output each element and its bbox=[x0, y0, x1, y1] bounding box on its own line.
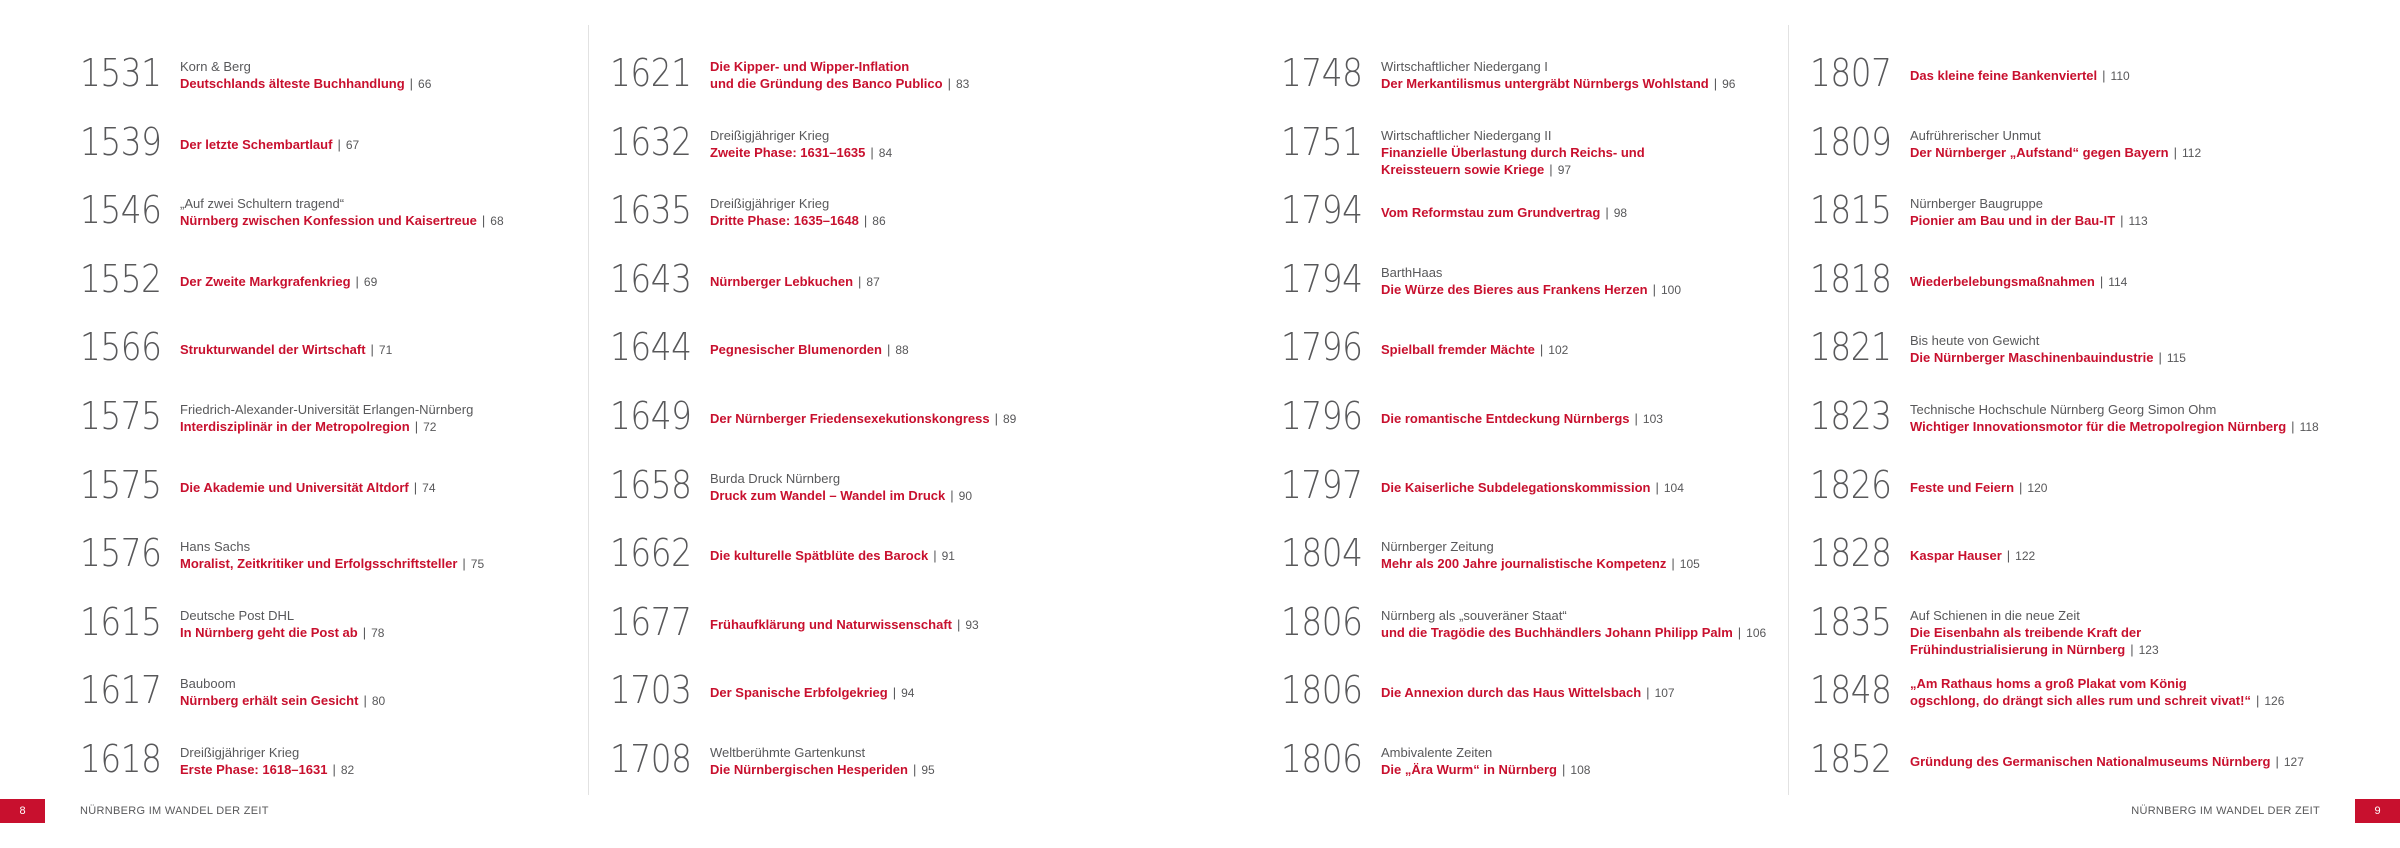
entry-title: Pegnesischer Blumenorden bbox=[710, 342, 882, 358]
entry-year: 1826 bbox=[1810, 462, 1892, 507]
entry-label: Aufrührerischer Unmut bbox=[1910, 127, 2041, 143]
page-separator: | bbox=[462, 556, 466, 572]
page-separator: | bbox=[912, 761, 917, 777]
page-separator: | bbox=[2019, 479, 2023, 495]
entry-title-line bbox=[1910, 67, 2340, 85]
page-separator: | bbox=[370, 342, 374, 358]
page-separator: | bbox=[1562, 761, 1566, 777]
entry-year: 1797 bbox=[1281, 462, 1363, 507]
entry-text bbox=[180, 744, 610, 779]
entry-page-number: 127 bbox=[2283, 754, 2304, 769]
entry-year: 1658 bbox=[610, 462, 692, 507]
right-running-footer: NÜRNBERG IM WANDEL DER ZEIT bbox=[2131, 805, 2320, 817]
entry-text bbox=[1381, 58, 1811, 93]
entry-title: Finanzielle Überlastung durch Reichs- und bbox=[1381, 144, 1645, 160]
entry-page-number: 86 bbox=[872, 214, 886, 229]
entry-year: 1643 bbox=[610, 256, 692, 301]
entry-text bbox=[1381, 410, 1811, 428]
entry-year: 1566 bbox=[80, 325, 162, 370]
entry-title: In Nürnberg geht die Post ab bbox=[180, 624, 358, 640]
entry-title: Zweite Phase: 1631–1635 bbox=[710, 144, 866, 160]
entry-title: Der letzte Schembartlauf bbox=[180, 136, 333, 152]
entry-title: Wiederbelebungsmaßnahmen bbox=[1910, 273, 2095, 289]
entry-title-line bbox=[1381, 479, 1811, 497]
column-divider bbox=[1788, 25, 1789, 795]
entry-page-number: 108 bbox=[1570, 762, 1591, 777]
entry-title-line bbox=[1910, 692, 2340, 710]
left-page-number: 8 bbox=[0, 799, 45, 823]
entry-text bbox=[1381, 204, 1811, 222]
entry-year: 1632 bbox=[610, 119, 692, 164]
page-separator: | bbox=[2173, 144, 2177, 160]
entry-title-line bbox=[710, 547, 1140, 565]
entry-title: Die Akademie und Universität Altdorf bbox=[180, 479, 409, 495]
entry-text bbox=[710, 684, 1140, 702]
entry-year: 1615 bbox=[80, 599, 162, 644]
entry-title: Die Kaiserliche Subdelegationskommission bbox=[1381, 479, 1651, 495]
entry-text bbox=[710, 195, 1140, 230]
entry-year: 1703 bbox=[610, 668, 692, 713]
entry-page-number: 126 bbox=[2264, 694, 2285, 709]
entry-title-line bbox=[1910, 479, 2340, 497]
entry-label: Wirtschaftlicher Niedergang I bbox=[1381, 59, 1548, 74]
entry-title: Der Merkantilismus untergräbt Nürnbergs Wohlstand bbox=[1381, 76, 1709, 91]
entry-title: Der Nürnberger Friedensexekutionskongress bbox=[710, 410, 990, 426]
page-separator: | bbox=[1652, 281, 1656, 297]
entry-label: Ambivalente Zeiten bbox=[1381, 744, 1493, 760]
entry-text bbox=[180, 273, 610, 291]
entry-year: 1848 bbox=[1810, 668, 1892, 713]
entry-page-number: 100 bbox=[1661, 282, 1682, 297]
page-separator: | bbox=[933, 548, 937, 564]
entry-label: Nürnberg als „souveräner Staat“ bbox=[1381, 607, 1567, 623]
entry-page-number: 90 bbox=[958, 488, 973, 503]
entry-text bbox=[180, 58, 610, 93]
entry-page-number: 88 bbox=[895, 343, 909, 358]
entry-page-number: 94 bbox=[901, 686, 915, 701]
entry-page-number: 80 bbox=[371, 694, 386, 709]
entry-page-number: 75 bbox=[470, 557, 485, 572]
entry-text bbox=[710, 547, 1140, 565]
entry-title: Kaspar Hauser bbox=[1910, 548, 2002, 564]
page-separator: | bbox=[1713, 76, 1718, 91]
entry-year: 1649 bbox=[610, 393, 692, 438]
entry-title: Die romantische Entdeckung Nürnbergs bbox=[1381, 410, 1630, 426]
entry-title-line bbox=[180, 136, 610, 154]
entry-title-line bbox=[180, 341, 610, 359]
entry-title: Die Kipper- und Wipper-Inflation bbox=[710, 59, 910, 74]
entry-text bbox=[1381, 684, 1811, 702]
entry-title-line bbox=[1381, 624, 1811, 642]
page-separator: | bbox=[2102, 68, 2106, 83]
entry-label: BarthHaas bbox=[1381, 264, 1443, 280]
entry-label: Burda Druck Nürnberg bbox=[710, 470, 841, 486]
entry-page-number: 115 bbox=[2166, 351, 2186, 366]
page-separator: | bbox=[1605, 205, 1609, 221]
entry-title-line bbox=[180, 761, 610, 779]
page-separator: | bbox=[950, 487, 954, 503]
entry-text bbox=[710, 744, 1140, 779]
entry-year: 1751 bbox=[1281, 119, 1363, 164]
page-separator: | bbox=[1655, 479, 1659, 495]
entry-title-line bbox=[1381, 410, 1811, 428]
entry-text bbox=[710, 127, 1140, 162]
entry-text bbox=[710, 616, 1140, 634]
entry-label: Korn & Berg bbox=[180, 59, 251, 74]
entry-page-number: 96 bbox=[1722, 77, 1736, 91]
entry-page-number: 105 bbox=[1679, 557, 1700, 572]
entry-text bbox=[1381, 264, 1811, 299]
entry-label: Dreißigjähriger Krieg bbox=[710, 127, 830, 143]
entry-title: Pionier am Bau und in der Bau-IT bbox=[1910, 213, 2116, 229]
entry-page-number: 107 bbox=[1654, 686, 1675, 701]
entry-year: 1796 bbox=[1281, 325, 1363, 370]
entry-title-line bbox=[710, 273, 1140, 291]
entry-title-line bbox=[180, 273, 610, 291]
entry-title-line bbox=[1910, 212, 2340, 230]
entry-title-line bbox=[1910, 547, 2340, 565]
left-running-footer: NÜRNBERG IM WANDEL DER ZEIT bbox=[80, 805, 269, 817]
entry-page-number: 83 bbox=[955, 77, 970, 91]
entry-text bbox=[180, 401, 610, 436]
page-separator: | bbox=[1539, 342, 1544, 358]
entry-text bbox=[1910, 753, 2340, 771]
entry-year: 1809 bbox=[1810, 119, 1892, 164]
entry-year: 1806 bbox=[1281, 668, 1363, 713]
entry-title-line bbox=[180, 418, 610, 436]
page-separator: | bbox=[2099, 273, 2104, 289]
entry-title: Der Nürnberger „Aufstand“ gegen Bayern bbox=[1910, 144, 2169, 160]
entry-page-number: 110 bbox=[2110, 69, 2130, 83]
entry-title-line bbox=[710, 684, 1140, 702]
entry-year: 1807 bbox=[1810, 51, 1892, 95]
entry-year: 1576 bbox=[80, 531, 162, 576]
entry-title: Gründung des Germanischen Nationalmuseums Nürnberg bbox=[1910, 753, 2271, 769]
entry-page-number: 89 bbox=[1002, 411, 1017, 426]
entry-page-number: 97 bbox=[1557, 162, 1572, 177]
entry-title: Vom Reformstau zum Grundvertrag bbox=[1381, 205, 1601, 221]
entry-year: 1531 bbox=[80, 51, 162, 95]
entry-title-line bbox=[1910, 273, 2340, 291]
entry-title: Dritte Phase: 1635–1648 bbox=[710, 213, 859, 229]
entry-text bbox=[1381, 341, 1811, 359]
entry-title-line bbox=[180, 624, 610, 642]
entry-title-line bbox=[1381, 161, 1811, 179]
entry-title: Strukturwandel der Wirtschaft bbox=[180, 342, 366, 358]
entry-label: Bis heute von Gewicht bbox=[1910, 333, 2040, 349]
entry-text bbox=[180, 607, 610, 642]
entry-title: Erste Phase: 1618–1631 bbox=[180, 761, 328, 777]
entry-title-line bbox=[1381, 75, 1811, 93]
entry-title: Die Eisenbahn als treibende Kraft der bbox=[1910, 624, 2142, 640]
entry-label: Hans Sachs bbox=[180, 539, 251, 555]
entry-year: 1806 bbox=[1281, 736, 1363, 781]
entry-title: und die Tragödie des Buchhändlers Johann Philipp Palm bbox=[1381, 624, 1733, 640]
entry-text bbox=[180, 341, 610, 359]
entry-title: Nürnberg erhält sein Gesicht bbox=[180, 693, 359, 709]
entry-text bbox=[710, 410, 1140, 428]
entry-page-number: 98 bbox=[1613, 206, 1628, 221]
entry-page-number: 68 bbox=[490, 214, 504, 229]
entry-title-line bbox=[710, 144, 1140, 162]
entry-label: Weltberühmte Gartenkunst bbox=[710, 744, 866, 760]
entry-title: Druck zum Wandel – Wandel im Druck bbox=[710, 487, 946, 503]
entry-title: Wichtiger Innovationsmotor für die Metropolregion Nürnberg bbox=[1910, 418, 2287, 434]
entry-page-number: 93 bbox=[965, 617, 979, 632]
entry-title-line bbox=[1910, 418, 2340, 436]
entry-title-continued: und die Gründung des Banco Publico bbox=[710, 76, 943, 91]
entry-title-line bbox=[180, 555, 610, 573]
entry-year: 1644 bbox=[610, 325, 692, 370]
entry-year: 1708 bbox=[610, 736, 692, 781]
entry-year: 1575 bbox=[80, 393, 162, 438]
entry-title-line bbox=[1381, 761, 1811, 779]
page-separator: | bbox=[413, 479, 418, 495]
entry-page-number: 72 bbox=[423, 419, 437, 434]
page-separator: | bbox=[947, 76, 951, 91]
entry-text bbox=[1910, 67, 2340, 85]
entry-text bbox=[1381, 538, 1811, 573]
entry-text bbox=[1910, 479, 2340, 497]
page-separator: | bbox=[858, 273, 862, 289]
entry-text bbox=[180, 538, 610, 573]
page-separator: | bbox=[2255, 693, 2260, 709]
entry-title-line bbox=[180, 212, 610, 230]
entry-year: 1635 bbox=[610, 188, 692, 233]
entry-label: Bauboom bbox=[180, 676, 236, 692]
entry-title-line bbox=[1910, 753, 2340, 771]
entry-page-number: 120 bbox=[2027, 480, 2048, 495]
entry-year: 1546 bbox=[80, 188, 162, 233]
right-page-number: 9 bbox=[2355, 799, 2400, 823]
entry-year: 1748 bbox=[1281, 51, 1363, 95]
column-divider bbox=[588, 25, 589, 795]
page-separator: | bbox=[2291, 418, 2295, 434]
entry-title: Feste und Feiern bbox=[1910, 479, 2015, 495]
entry-page-number: 84 bbox=[878, 145, 893, 160]
page-separator: | bbox=[2130, 641, 2134, 657]
entry-page-number: 71 bbox=[378, 343, 393, 358]
entry-text bbox=[1381, 607, 1811, 642]
entry-title-continued: Frühindustrialisierung in Nürnberg bbox=[1910, 641, 2126, 657]
entry-text bbox=[1910, 273, 2340, 291]
entry-page-number: 113 bbox=[2128, 214, 2148, 229]
page-separator: | bbox=[363, 693, 367, 709]
page-separator: | bbox=[481, 213, 486, 229]
page-separator: | bbox=[994, 410, 998, 426]
entry-text bbox=[180, 195, 610, 230]
entry-page-number: 69 bbox=[363, 274, 378, 289]
entry-page-number: 87 bbox=[866, 274, 880, 289]
entry-text bbox=[1910, 127, 2340, 162]
entry-year: 1794 bbox=[1281, 256, 1363, 301]
entry-title: Frühaufklärung und Naturwissenschaft bbox=[710, 616, 952, 632]
entry-year: 1662 bbox=[610, 531, 692, 576]
entry-title-line bbox=[1910, 349, 2340, 367]
entry-year: 1804 bbox=[1281, 531, 1363, 576]
entry-title-line bbox=[180, 479, 610, 497]
entry-title: Der Spanische Erbfolgekrieg bbox=[710, 685, 888, 701]
entry-page-number: 104 bbox=[1663, 480, 1684, 495]
entry-text bbox=[1910, 332, 2340, 367]
entry-year: 1835 bbox=[1810, 599, 1892, 644]
entry-text bbox=[1381, 479, 1811, 497]
entry-title-line bbox=[710, 616, 1140, 634]
entry-title-line bbox=[180, 692, 610, 710]
entry-year: 1621 bbox=[610, 51, 692, 95]
page-separator: | bbox=[332, 761, 336, 777]
entry-page-number: 67 bbox=[345, 137, 360, 152]
entry-title-line bbox=[710, 75, 1140, 93]
page-separator: | bbox=[337, 136, 341, 152]
entry-page-number: 102 bbox=[1548, 343, 1569, 358]
entry-label: Dreißigjähriger Krieg bbox=[180, 744, 300, 760]
entry-page-number: 91 bbox=[941, 549, 955, 564]
entry-label: Deutsche Post DHL bbox=[180, 607, 295, 623]
entry-year: 1821 bbox=[1810, 325, 1892, 370]
entry-page-number: 106 bbox=[1746, 625, 1767, 640]
page-separator: | bbox=[1549, 161, 1553, 177]
entry-text bbox=[1910, 607, 2340, 659]
page-separator: | bbox=[2006, 548, 2011, 564]
entry-text bbox=[710, 470, 1140, 505]
entry-text bbox=[1381, 744, 1811, 779]
entry-year: 1823 bbox=[1810, 393, 1892, 438]
entry-title-line bbox=[710, 487, 1140, 505]
entry-page-number: 122 bbox=[2015, 549, 2036, 564]
entry-year: 1815 bbox=[1810, 188, 1892, 233]
entry-title-line bbox=[710, 341, 1140, 359]
entry-page-number: 66 bbox=[418, 77, 432, 91]
entry-title-line bbox=[1381, 684, 1811, 702]
entry-title-continued: ogschlong, do drängt sich alles rum und schreit vivat!“ bbox=[1910, 693, 2251, 709]
page-separator: | bbox=[362, 624, 367, 640]
entry-text bbox=[710, 341, 1140, 359]
entry-title: Die Würze des Bieres aus Frankens Herzen bbox=[1381, 281, 1648, 297]
entry-year: 1677 bbox=[610, 599, 692, 644]
entry-title-line bbox=[1381, 281, 1811, 299]
entry-page-number: 112 bbox=[2182, 145, 2202, 160]
entry-text bbox=[180, 479, 610, 497]
page-separator: | bbox=[2120, 213, 2124, 229]
entry-text bbox=[710, 273, 1140, 291]
entry-title: Moralist, Zeitkritiker und Erfolgsschriftsteller bbox=[180, 556, 458, 572]
entry-title-line bbox=[1381, 341, 1811, 359]
entry-title-line bbox=[710, 212, 1140, 230]
page-separator: | bbox=[956, 616, 961, 632]
entry-page-number: 114 bbox=[2108, 274, 2128, 289]
entry-page-number: 103 bbox=[1642, 411, 1663, 426]
entry-year: 1539 bbox=[80, 119, 162, 164]
entry-year: 1828 bbox=[1810, 531, 1892, 576]
entry-title: Die „Ära Wurm“ in Nürnberg bbox=[1381, 761, 1558, 777]
entry-title: Deutschlands älteste Buchhandlung bbox=[180, 76, 405, 91]
entry-title: Die kulturelle Spätblüte des Barock bbox=[710, 548, 929, 564]
entry-title-line bbox=[1381, 204, 1811, 222]
entry-title: Mehr als 200 Jahre journalistische Kompetenz bbox=[1381, 556, 1667, 572]
entry-title: Die Nürnbergischen Hesperiden bbox=[710, 761, 908, 777]
entry-title: „Am Rathaus homs a groß Plakat vom König bbox=[1910, 676, 2187, 692]
entry-title: Nürnberger Lebkuchen bbox=[710, 273, 854, 289]
entry-text bbox=[1910, 675, 2340, 710]
entry-year: 1794 bbox=[1281, 188, 1363, 233]
page-separator: | bbox=[1737, 624, 1742, 640]
page-separator: | bbox=[892, 685, 897, 701]
entry-title-line bbox=[710, 410, 1140, 428]
entry-page-number: 118 bbox=[2299, 419, 2319, 434]
entry-page-number: 74 bbox=[422, 480, 436, 495]
page-separator: | bbox=[870, 144, 874, 160]
entry-title: Nürnberg zwischen Konfession und Kaisertreue bbox=[180, 213, 477, 229]
page-separator: | bbox=[1646, 685, 1650, 701]
entry-label: Auf Schienen in die neue Zeit bbox=[1910, 607, 2080, 623]
entry-year: 1806 bbox=[1281, 599, 1363, 644]
page-separator: | bbox=[414, 418, 419, 434]
entry-label: „Auf zwei Schultern tragend“ bbox=[180, 196, 345, 212]
entry-label: Dreißigjähriger Krieg bbox=[710, 196, 830, 212]
page-separator: | bbox=[355, 273, 359, 289]
entry-page-number: 123 bbox=[2138, 642, 2159, 657]
entry-year: 1617 bbox=[80, 668, 162, 713]
page-separator: | bbox=[2275, 753, 2279, 769]
entry-title-continued: Kreissteuern sowie Kriege bbox=[1381, 161, 1545, 177]
entry-page-number: 95 bbox=[921, 762, 935, 777]
entry-title-line bbox=[180, 75, 610, 93]
entry-label: Technische Hochschule Nürnberg Georg Simon Ohm bbox=[1910, 401, 2217, 417]
entry-text bbox=[1910, 401, 2340, 436]
entry-text bbox=[1910, 547, 2340, 565]
entry-year: 1818 bbox=[1810, 256, 1892, 301]
entry-title-line bbox=[710, 761, 1140, 779]
page-separator: | bbox=[2158, 350, 2162, 366]
page-separator: | bbox=[1634, 410, 1638, 426]
entry-title: Das kleine feine Bankenviertel bbox=[1910, 68, 2098, 83]
entry-text bbox=[1381, 127, 1811, 179]
entry-title: Die Nürnberger Maschinenbauindustrie bbox=[1910, 350, 2154, 366]
entry-year: 1575 bbox=[80, 462, 162, 507]
entry-title-line bbox=[1910, 641, 2340, 659]
entry-page-number: 82 bbox=[340, 762, 355, 777]
entry-title: Interdisziplinär in der Metropolregion bbox=[180, 418, 410, 434]
entry-year: 1796 bbox=[1281, 393, 1363, 438]
entry-title-line bbox=[1910, 144, 2340, 162]
entry-text bbox=[710, 58, 1140, 93]
entry-year: 1552 bbox=[80, 256, 162, 301]
entry-title: Spielball fremder Mächte bbox=[1381, 342, 1535, 358]
page-separator: | bbox=[863, 213, 868, 229]
entry-label: Nürnberger Zeitung bbox=[1381, 539, 1494, 555]
entry-title: Der Zweite Markgrafenkrieg bbox=[180, 273, 351, 289]
page-separator: | bbox=[886, 342, 891, 358]
entry-year: 1852 bbox=[1810, 736, 1892, 781]
entry-label: Wirtschaftlicher Niedergang II bbox=[1381, 127, 1552, 143]
entry-title-line bbox=[1381, 555, 1811, 573]
entry-text bbox=[180, 136, 610, 154]
entry-label: Nürnberger Baugruppe bbox=[1910, 196, 2043, 212]
entry-text bbox=[180, 675, 610, 710]
entry-page-number: 78 bbox=[371, 625, 385, 640]
entry-year: 1618 bbox=[80, 736, 162, 781]
page-separator: | bbox=[409, 76, 414, 91]
entry-text bbox=[1910, 195, 2340, 230]
entry-title: Die Annexion durch das Haus Wittelsbach bbox=[1381, 685, 1642, 701]
page-separator: | bbox=[1671, 556, 1675, 572]
entry-label: Friedrich-Alexander-Universität Erlangen-Nürnberg bbox=[180, 401, 474, 417]
